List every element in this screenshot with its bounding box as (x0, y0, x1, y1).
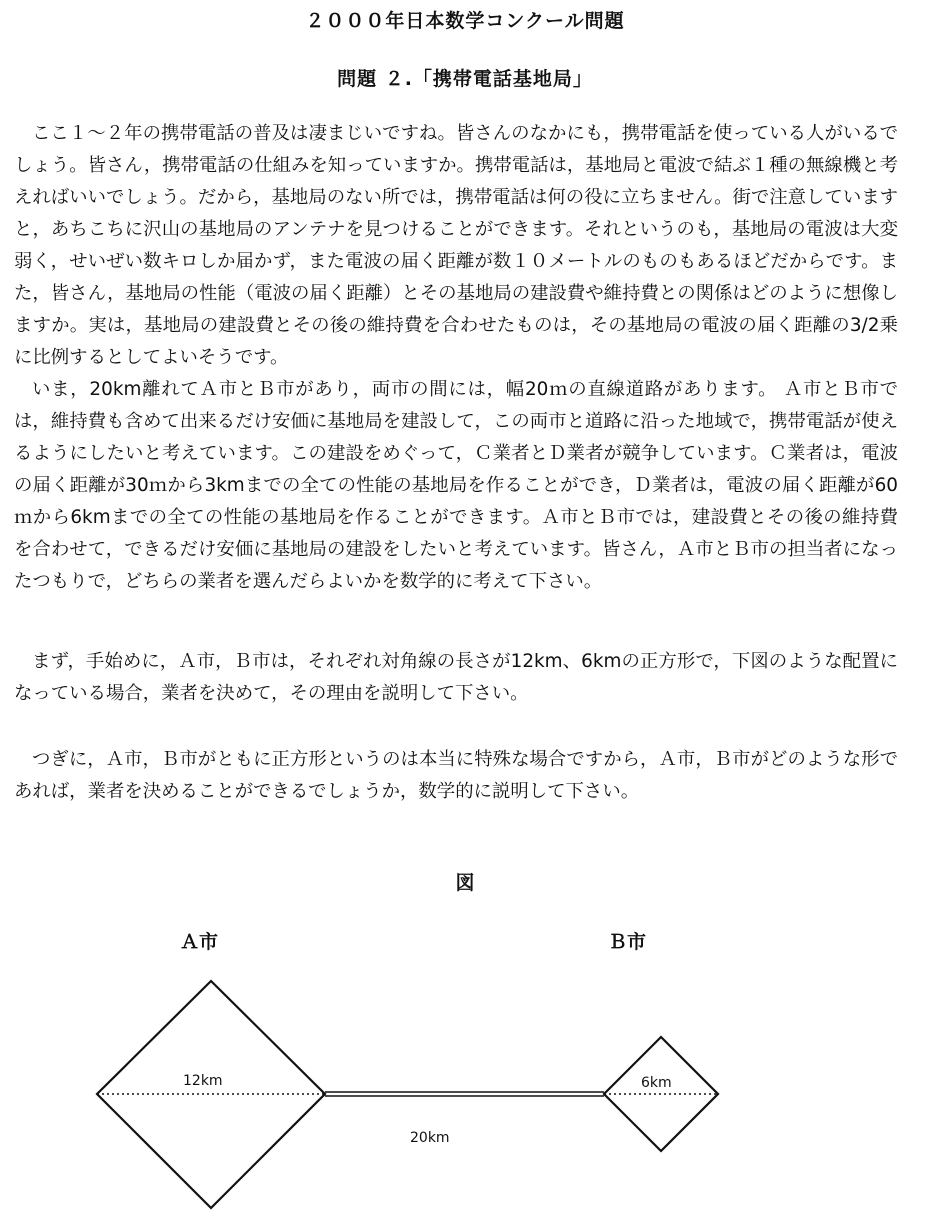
paragraph-question-2: つぎに，Ａ市，Ｂ市がともに正方形というのは本当に特殊な場合ですから，Ａ市，Ｂ市がどのような形であれば，業者を決めることができるでしょうか，数学的に説明して下さい。 (14, 749, 898, 802)
paragraph-question-1: まず，手始めに，Ａ市，Ｂ市は，それぞれ対角線の長さが12km、6kmの正方形で，下図のような配置になっている場合，業者を決めて，その理由を説明して下さい。 (14, 651, 898, 704)
page-title: ２０００年日本数学コンクール問題 (305, 10, 625, 32)
paragraph-problem: いま，20km離れてＡ市とＢ市があり，両市の間には，幅20ｍの直線道路があります。 Ａ市とＢ市では，維持費も含めて出来るだけ安価に基地局を建設して，この両市と道路に沿った地域で，携帯電話が使えるようにしたいと考えています。この建設をめぐって，Ｃ業者とＤ業者が競争しています。Ｃ業者は，電波の届く距離が30ｍから3kmまでの全ての性能の基地局を作ることができ，Ｄ業者は，電波の届く距離が60ｍから6kmまでの全ての性能の基地局を作ることができます。Ａ市とＢ市では，建設費とその後の維持費を合わせて，できるだけ安価に基地局の建設をしたいと考えています。皆さん，Ａ市とＢ市の担当者になったつもりで，どちらの業者を選んだらよいかを数学的に考えて下さい。 (14, 379, 898, 592)
city-a-label: Ａ市 (180, 931, 219, 953)
figure-label: 図 (455, 872, 475, 894)
city-a-diagonal-label: 12km (183, 1073, 223, 1089)
problem-title: 問題 ２.「携帯電話基地局」 (337, 68, 593, 90)
city-b-label: Ｂ市 (608, 931, 647, 953)
city-b-diagonal-label: 6km (641, 1075, 672, 1091)
city-a-square (97, 981, 325, 1208)
city-diagram (0, 960, 930, 1225)
paragraph-intro: ここ１～２年の携帯電話の普及は凄まじいですね。皆さんのなかにも，携帯電話を使っている人がいるでしょう。皆さん，携帯電話の仕組みを知っていますか。携帯電話は，基地局と電波で結ぶ１種の無線機と考えればいいでしょう。だから，基地局のない所では，携帯電話は何の役に立ちません。街で注意していますと，あちこちに沢山の基地局のアンテナを見つけることができます。それというのも，基地局の電波は大変弱く，せいぜい数キロしか届かず，また電波の届く距離が数１０メートルのものもあるほどだからです。また，皆さん，基地局の性能（電波の届く距離）とその基地局の建設費や維持費との関係はどのように想像しますか。実は，基地局の建設費とその後の維持費を合わせたものは，その基地局の電波の届く距離の3/2乗に比例するとしてよいそうです。 (14, 123, 898, 368)
road-length-label: 20km (410, 1130, 450, 1146)
